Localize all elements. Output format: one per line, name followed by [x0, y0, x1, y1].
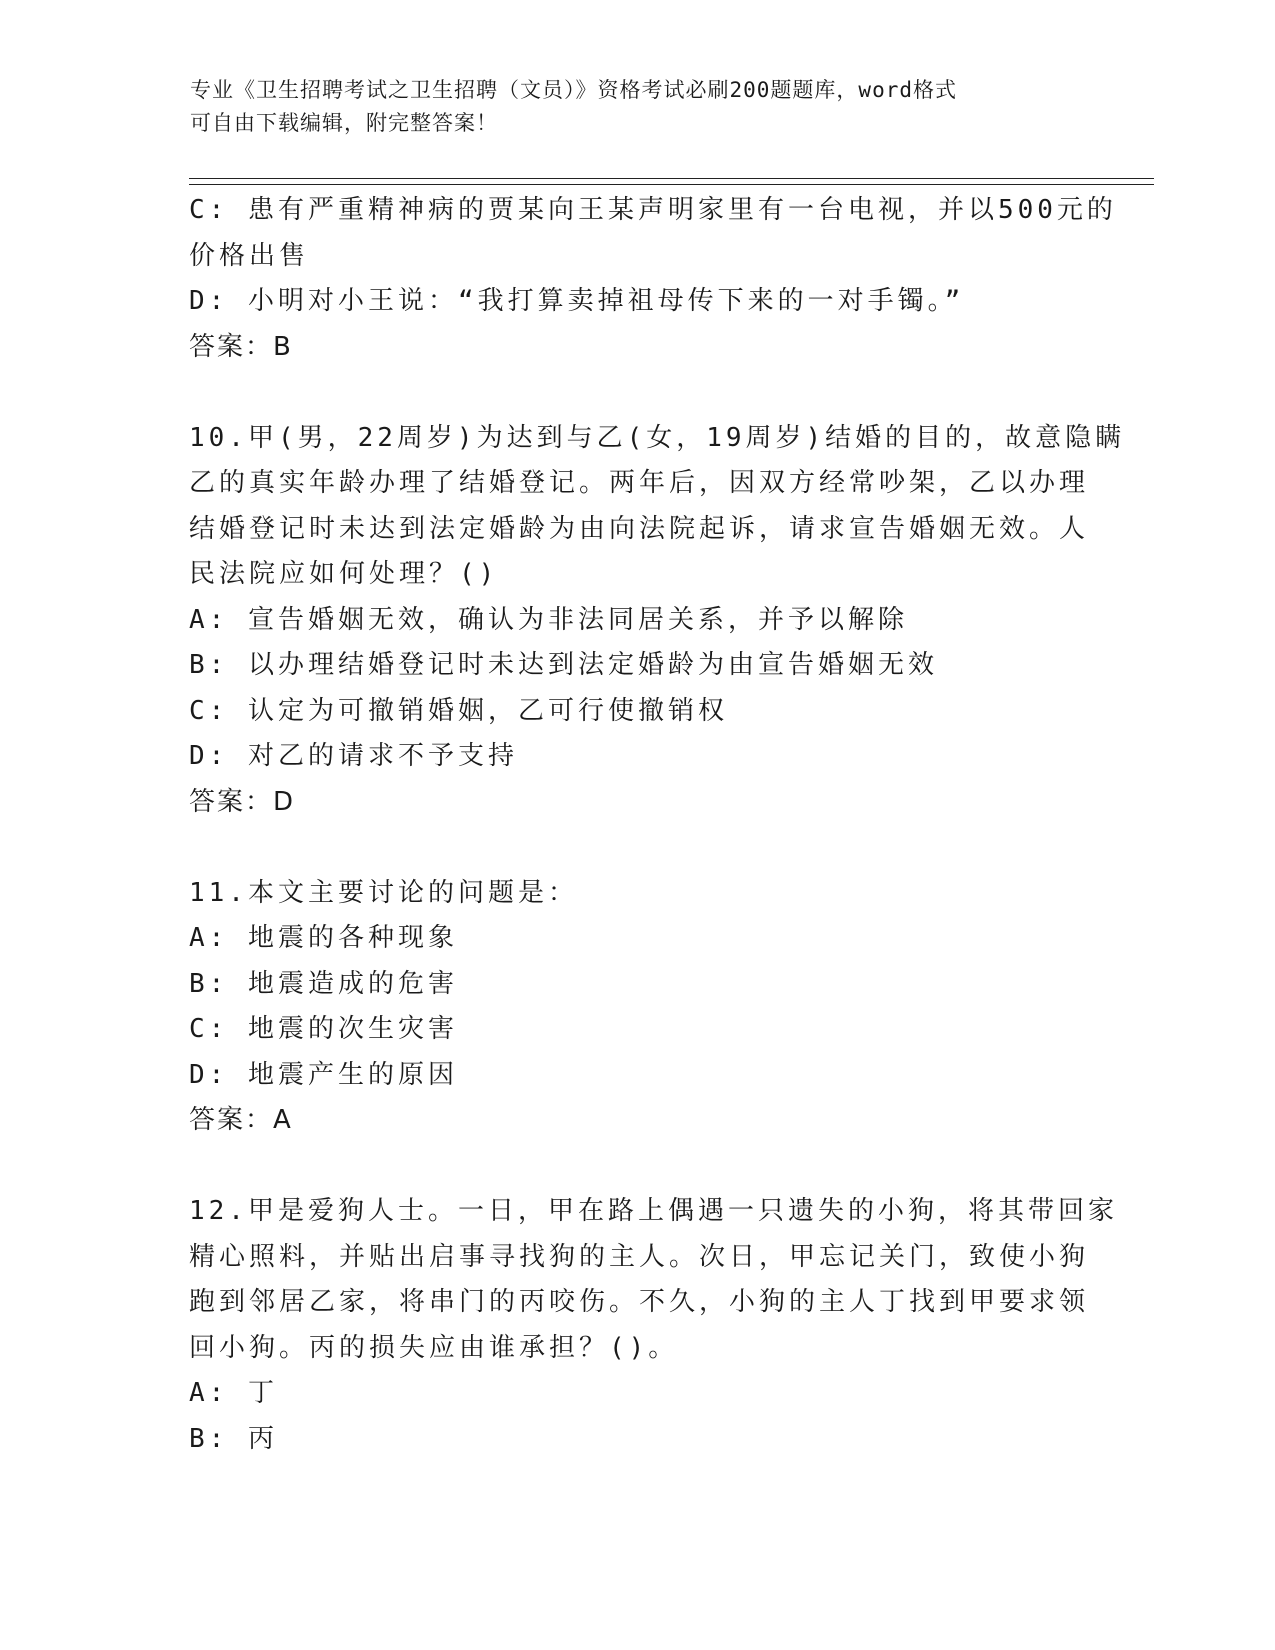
option-d: D: 地震产生的原因 [189, 1059, 458, 1090]
option-b: B: 丙 [189, 1423, 278, 1454]
option-c: C: 地震的次生灾害 [189, 1014, 458, 1044]
option-c: C: 患有严重精神病的贾某向王某声明家里有一台电视，并以500元的 [189, 195, 1117, 225]
option-c: C: 认定为可撤销婚姻，乙可行使撤销权 [189, 695, 728, 726]
question-block-11 [189, 871, 1089, 1144]
question-stem: 跑到邻居乙家，将串门的丙咬伤。不久，小狗的主人丁找到甲要求领 [189, 1287, 1090, 1317]
question-stem: 回小狗。丙的损失应由谁承担？()。 [189, 1332, 679, 1363]
header-rule-top [189, 178, 1154, 179]
spacer [189, 370, 1089, 416]
answer-label: 答案：D [189, 786, 296, 817]
header-rule-bottom [189, 184, 1154, 185]
question-stem: 12.甲是爱狗人士。一日，甲在路上偶遇一只遗失的小狗，将其带回家 [189, 1196, 1118, 1226]
question-block-10 [189, 416, 1126, 826]
spacer [189, 1144, 1089, 1190]
question-stem: 结婚登记时未达到法定婚龄为由向法院起诉，请求宣告婚姻无效。人 [189, 513, 1090, 544]
option-a: A: 地震的各种现象 [189, 923, 458, 953]
option-d: D: 对乙的请求不予支持 [189, 741, 518, 771]
option-c-continued: 价格出售 [189, 240, 310, 271]
question-stem: 乙的真实年龄办理了结婚登记。两年后，因双方经常吵架，乙以办理 [189, 468, 1090, 498]
spacer [189, 825, 1089, 871]
option-b: B: 以办理结婚登记时未达到法定婚龄为由宣告婚姻无效 [189, 650, 938, 680]
header-line-2: 可自由下载编辑，附完整答案！ [190, 111, 498, 135]
answer-label: 答案：A [189, 1105, 293, 1135]
option-b: B: 地震造成的危害 [189, 968, 458, 999]
question-stem: 11.本文主要讨论的问题是： [189, 877, 578, 908]
question-content [189, 188, 1126, 1462]
question-stem: 民法院应如何处理？() [189, 559, 499, 589]
answer-label: 答案：B [189, 331, 293, 362]
question-block-12 [189, 1189, 1118, 1462]
header-line-1: 专业《卫生招聘考试之卫生招聘（文员）》资格考试必刷200题题库，word格式 [190, 78, 957, 102]
question-block-prev [189, 188, 1117, 370]
option-a: A: 丁 [189, 1378, 278, 1408]
question-stem: 精心照料，并贴出启事寻找狗的主人。次日，甲忘记关门，致使小狗 [189, 1241, 1090, 1272]
page-header [190, 74, 1070, 140]
option-d: D: 小明对小王说：“我打算卖掉祖母传下来的一对手镯。” [189, 286, 965, 316]
option-a: A: 宣告婚姻无效，确认为非法同居关系，并予以解除 [189, 604, 908, 635]
question-stem: 10.甲(男，22周岁)为达到与乙(女，19周岁)结婚的目的，故意隐瞒 [189, 422, 1126, 453]
